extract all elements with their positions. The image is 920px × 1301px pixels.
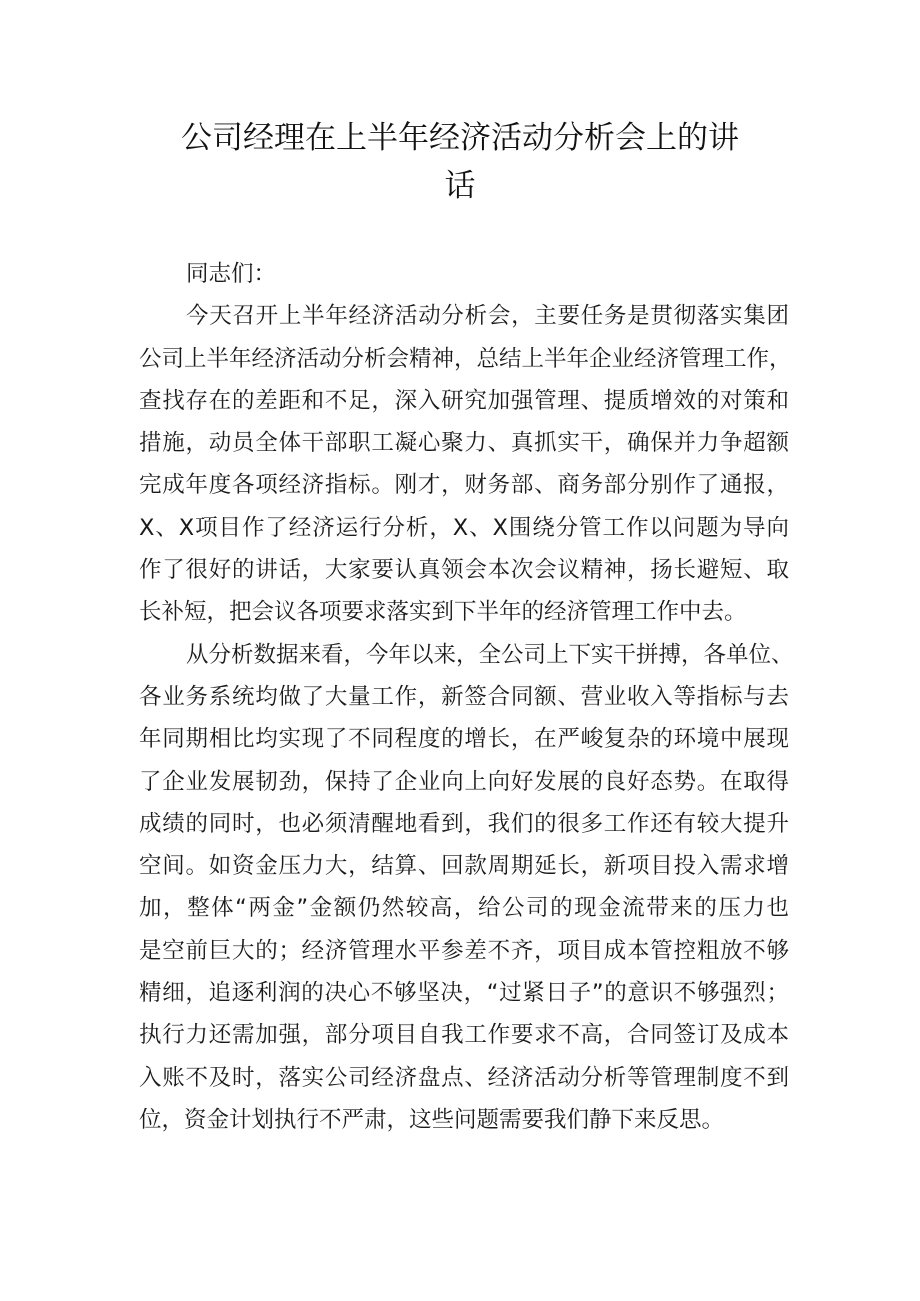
salutation: 同志们： [186, 261, 277, 287]
paragraph-2-line: 了企业发展韧劲，保持了企业向上向好发展的良好态势。在取得 [139, 768, 789, 795]
paragraph-2-line: 加，整体“两金”金额仍然较高，给公司的现金流带来的压力也 [139, 895, 789, 922]
paragraph-2-line: 执行力还需加强，部分项目自我工作要求不高，合同签订及成本 [139, 1022, 789, 1049]
paragraph-1-line: 作了很好的讲话，大家要认真领会本次会议精神，扬长避短、取 [139, 557, 789, 584]
paragraph-2-line: 入账不及时，落实公司经济盘点、经济活动分析等管理制度不到 [139, 1064, 789, 1091]
document-title-continued: 话 [444, 168, 476, 204]
paragraph-2-line: 成绩的同时，也必须清醒地看到，我们的很多工作还有较大提升 [139, 810, 789, 837]
paragraph-1-line: X、X项目作了经济运行分析，X、X围绕分管工作以问题为导向 [139, 514, 789, 541]
document-title: 公司经理在上半年经济活动分析会上的讲 [181, 120, 739, 156]
paragraph-1-line: 长补短，把会议各项要求落实到下半年的经济管理工作中去。 [139, 599, 747, 626]
paragraph-1-line: 完成年度各项经济指标。刚才，财务部、商务部分别作了通报， [139, 472, 789, 499]
paragraph-1-line: 今天召开上半年经济活动分析会，主要任务是贯彻落实集团 [186, 303, 789, 330]
paragraph-1-line: 查找存在的差距和不足，深入研究加强管理、提质增效的对策和 [139, 387, 789, 414]
paragraph-2-line: 空间。如资金压力大，结算、回款周期延长，新项目投入需求增 [139, 853, 789, 880]
paragraph-1-line: 措施，动员全体干部职工凝心聚力、真抓实干，确保并力争超额 [139, 430, 789, 457]
paragraph-1-line: 公司上半年经济活动分析会精神，总结上半年企业经济管理工作， [139, 345, 792, 372]
paragraph-2-line: 从分析数据来看，今年以来，全公司上下实干拼搏，各单位、 [186, 641, 794, 668]
paragraph-2-line: 位，资金计划执行不严肃，这些问题需要我们静下来反思。 [139, 1106, 725, 1133]
paragraph-2-line: 年同期相比均实现了不同程度的增长，在严峻复杂的环境中展现 [139, 726, 789, 753]
paragraph-2-line: 各业务系统均做了大量工作，新签合同额、营业收入等指标与去 [139, 683, 789, 710]
document-body [139, 253, 794, 1141]
paragraph-2-line: 是空前巨大的；经济管理水平参差不齐，项目成本管控粗放不够 [139, 937, 789, 964]
paragraph-2-line: 精细，追逐利润的决心不够坚决，“过紧日子”的意识不够强烈； [139, 980, 789, 1007]
